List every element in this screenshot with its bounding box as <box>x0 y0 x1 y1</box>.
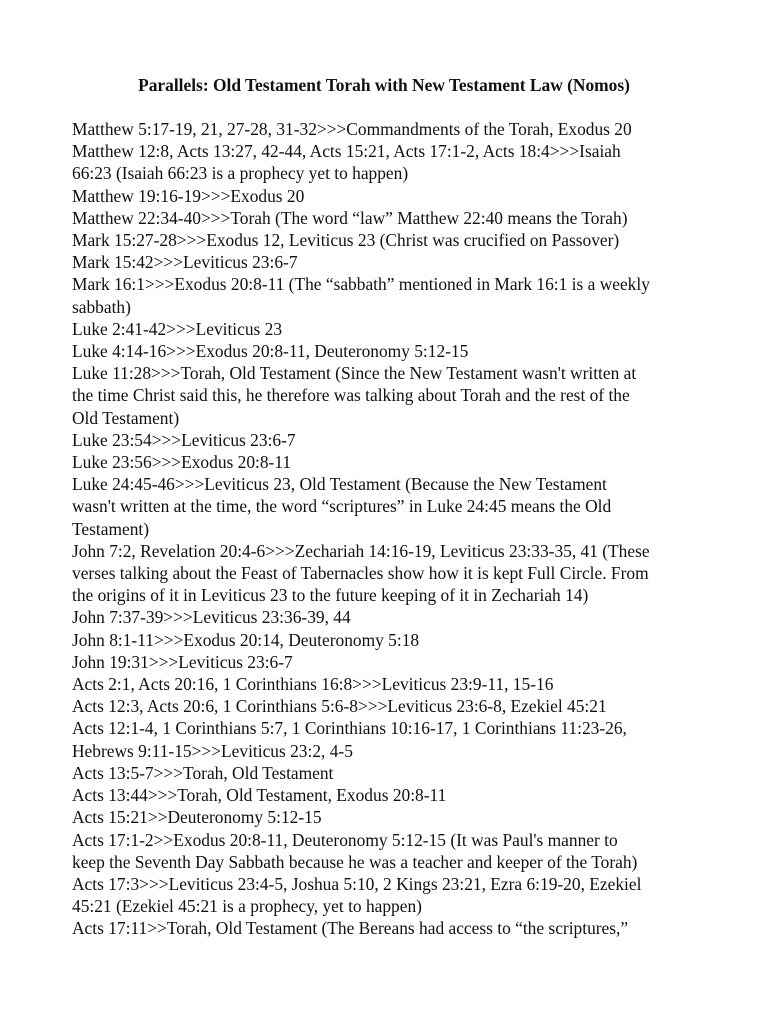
entry-line: John 7:37-39>>>Leviticus 23:36-39, 44 <box>72 607 351 628</box>
entry-line: verses talking about the Feast of Tabernacles show how it is kept Full Circle. From <box>72 563 649 584</box>
entry-line: Acts 12:1-4, 1 Corinthians 5:7, 1 Corinthians 10:16-17, 1 Corinthians 11:23-26, <box>72 718 627 739</box>
entry-line: Matthew 5:17-19, 21, 27-28, 31-32>>>Commandments of the Torah, Exodus 20 <box>72 119 632 139</box>
entry-line: Luke 2:41-42>>>Leviticus 23 <box>72 318 283 339</box>
entry-line: Acts 13:44>>>Torah, Old Testament, Exodus 20:8-11 <box>72 785 447 806</box>
parallel-entry <box>72 229 712 251</box>
entry-line: Testament) <box>72 518 150 539</box>
entry-line: Acts 17:3>>>Leviticus 23:4-5, Joshua 5:10, 2 Kings 23:21, Ezra 6:19-20, Ezekiel <box>72 873 642 894</box>
entry-line: the origins of it in Leviticus 23 to the future keeping of it in Zechariah 14) <box>72 585 589 606</box>
parallel-entry <box>72 451 712 473</box>
entry-line: Acts 2:1, Acts 20:16, 1 Corinthians 16:8>>>Leviticus 23:9-11, 15-16 <box>72 674 554 695</box>
entry-line: Mark 15:27-28>>>Exodus 12, Leviticus 23 (Christ was crucified on Passover) <box>72 230 620 251</box>
parallel-entry <box>72 673 712 695</box>
entry-line: Luke 23:54>>>Leviticus 23:6-7 <box>72 429 296 450</box>
entry-line: Acts 13:5-7>>>Torah, Old Testament <box>72 762 334 783</box>
entry-line: Matthew 22:34-40>>>Torah (The word “law” Matthew 22:40 means the Torah) <box>72 207 628 228</box>
parallel-entry <box>72 540 712 607</box>
entry-line: the time Christ said this, he therefore was talking about Torah and the rest of the <box>72 385 630 406</box>
parallel-entry <box>72 917 712 939</box>
entry-line: Luke 4:14-16>>>Exodus 20:8-11, Deuteronomy 5:12-15 <box>72 341 469 362</box>
parallel-entry <box>72 784 712 806</box>
entry-line: Acts 15:21>>Deuteronomy 5:12-15 <box>72 807 322 828</box>
parallel-entry <box>72 429 712 451</box>
parallels-list <box>72 118 712 940</box>
entry-line: Luke 11:28>>>Torah, Old Testament (Since the New Testament wasn't written at <box>72 363 637 384</box>
parallel-entry <box>72 207 712 229</box>
parallel-entry <box>72 762 712 784</box>
entry-line: John 7:2, Revelation 20:4-6>>>Zechariah 14:16-19, Leviticus 23:33-35, 41 (These <box>72 540 650 561</box>
entry-line: sabbath) <box>72 296 131 317</box>
entry-line: Hebrews 9:11-15>>>Leviticus 23:2, 4-5 <box>72 740 353 761</box>
entry-line: Mark 15:42>>>Leviticus 23:6-7 <box>72 252 298 273</box>
parallel-entry <box>72 362 712 429</box>
entry-line: Acts 12:3, Acts 20:6, 1 Corinthians 5:6-8>>>Leviticus 23:6-8, Ezekiel 45:21 <box>72 696 607 717</box>
entry-line: Mark 16:1>>>Exodus 20:8-11 (The “sabbath” mentioned in Mark 16:1 is a weekly <box>72 274 650 295</box>
entry-line: keep the Seventh Day Sabbath because he was a teacher and keeper of the Torah) <box>72 851 638 872</box>
entry-line: Acts 17:11>>Torah, Old Testament (The Bereans had access to “the scriptures,” <box>72 918 629 939</box>
parallel-entry <box>72 806 712 828</box>
parallel-entry <box>72 873 712 917</box>
parallel-entry <box>72 251 712 273</box>
parallel-entry <box>72 140 712 184</box>
parallel-entry <box>72 473 712 540</box>
parallel-entry <box>72 629 712 651</box>
entry-line: Matthew 19:16-19>>>Exodus 20 <box>72 185 305 206</box>
entry-line: 45:21 (Ezekiel 45:21 is a prophecy, yet to happen) <box>72 896 422 917</box>
entry-line: John 8:1-11>>>Exodus 20:14, Deuteronomy 5:18 <box>72 629 420 650</box>
parallel-entry <box>72 185 712 207</box>
parallel-entry <box>72 606 712 628</box>
entry-line: Old Testament) <box>72 407 180 428</box>
parallel-entry <box>72 273 712 317</box>
entry-line: John 19:31>>>Leviticus 23:6-7 <box>72 651 293 672</box>
entry-line: Acts 17:1-2>>Exodus 20:8-11, Deuteronomy 5:12-15 (It was Paul's manner to <box>72 829 618 850</box>
parallel-entry <box>72 695 712 717</box>
entry-line: Matthew 12:8, Acts 13:27, 42-44, Acts 15:21, Acts 17:1-2, Acts 18:4>>>Isaiah <box>72 141 621 162</box>
parallel-entry <box>72 651 712 673</box>
entry-line: wasn't written at the time, the word “scriptures” in Luke 24:45 means the Old <box>72 496 612 517</box>
parallel-entry <box>72 717 712 761</box>
parallel-entry <box>72 118 712 140</box>
entry-line: 66:23 (Isaiah 66:23 is a prophecy yet to happen) <box>72 163 409 184</box>
parallel-entry <box>72 340 712 362</box>
entry-line: Luke 23:56>>>Exodus 20:8-11 <box>72 452 292 473</box>
document-title: Parallels: Old Testament Torah with New Testament Law (Nomos) <box>138 75 630 95</box>
entry-line: Luke 24:45-46>>>Leviticus 23, Old Testament (Because the New Testament <box>72 474 607 495</box>
parallel-entry <box>72 318 712 340</box>
parallel-entry <box>72 829 712 873</box>
